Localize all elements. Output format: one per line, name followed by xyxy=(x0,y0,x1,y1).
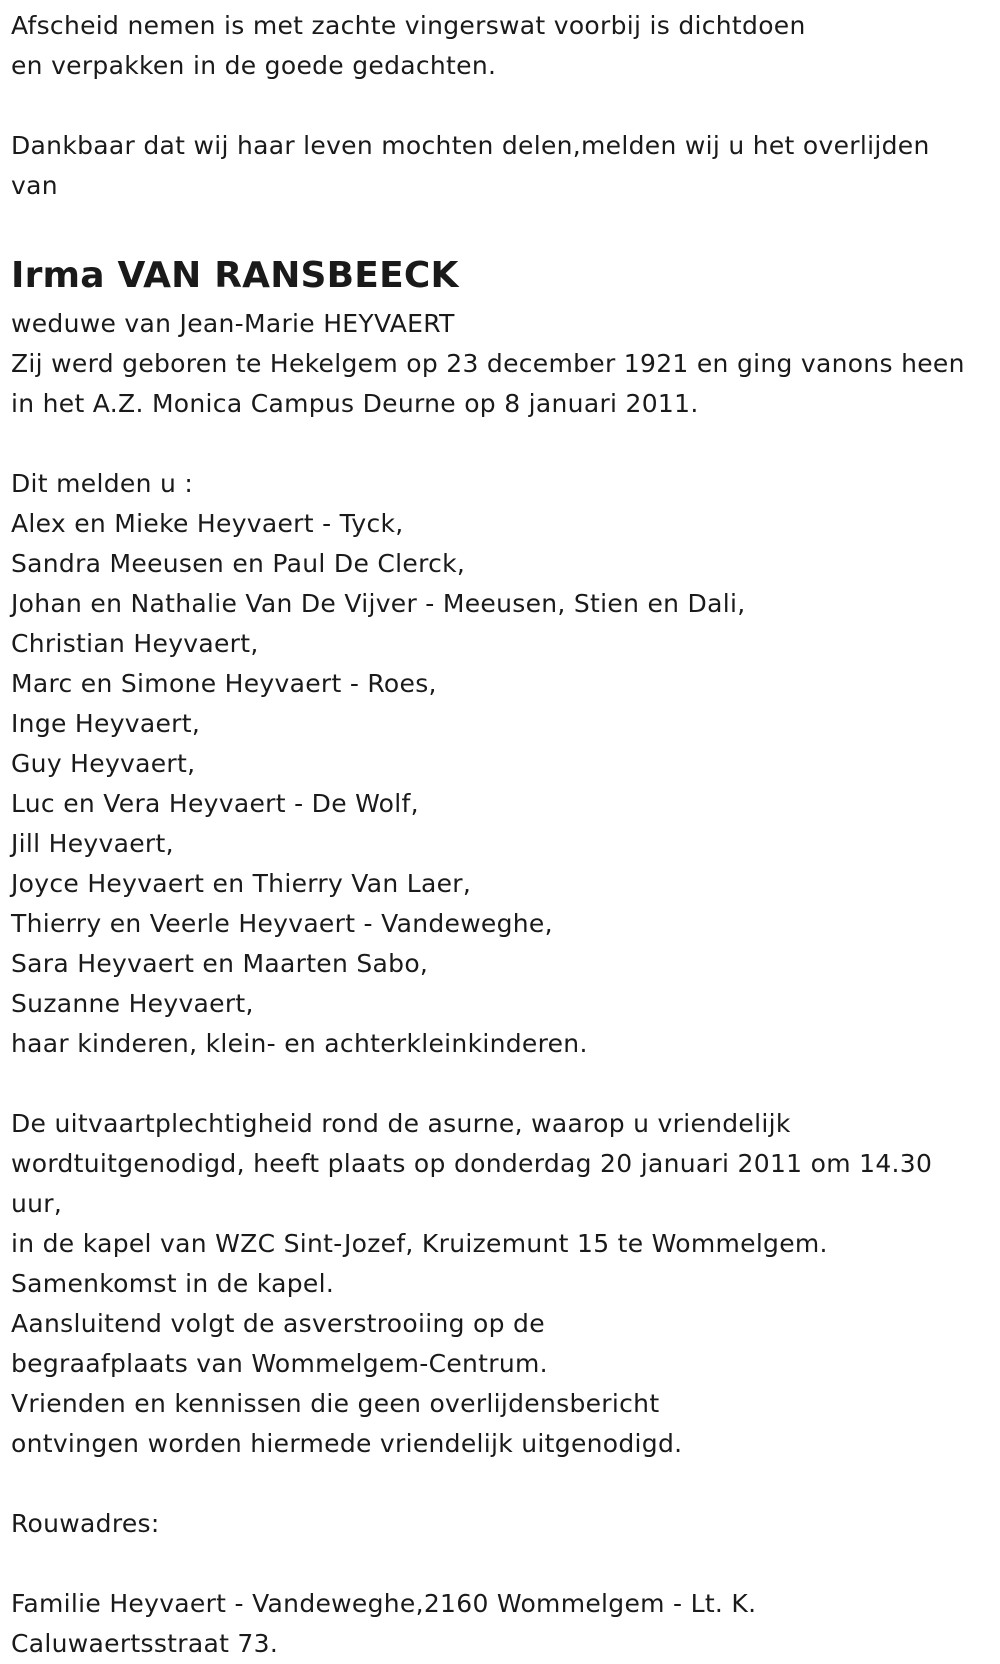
ceremony-section xyxy=(11,1104,996,1464)
deceased-details xyxy=(11,304,996,424)
detail-line: weduwe van Jean-Marie HEYVAERT xyxy=(11,309,455,338)
ceremony-line: wordtuitgenodigd, heeft plaats op donderdag 20 januari 2011 om 14.30 xyxy=(11,1149,933,1178)
family-member: Alex en Mieke Heyvaert - Tyck, xyxy=(11,509,404,538)
ceremony-line: begraafplaats van Wommelgem-Centrum. xyxy=(11,1349,548,1378)
family-member: Thierry en Veerle Heyvaert - Vandeweghe, xyxy=(11,909,553,938)
family-member: Johan en Nathalie Van De Vijver - Meeusen, Stien en Dali, xyxy=(11,589,746,618)
ceremony-line: ontvingen worden hiermede vriendelijk uitgenodigd. xyxy=(11,1429,683,1458)
family-member: Christian Heyvaert, xyxy=(11,629,259,658)
family-member: Joyce Heyvaert en Thierry Van Laer, xyxy=(11,869,472,898)
ceremony-line: De uitvaartplechtigheid rond de asurne, waarop u vriendelijk xyxy=(11,1109,791,1138)
spacer xyxy=(11,1464,996,1504)
address-line: Caluwaertsstraat 73. xyxy=(11,1629,279,1658)
family-member: Sandra Meeusen en Paul De Clerck, xyxy=(11,549,466,578)
deceased-name: Irma VAN RANSBEECK xyxy=(11,255,459,296)
announcement xyxy=(11,126,996,206)
obituary-document xyxy=(11,6,996,1664)
family-member: Marc en Simone Heyvaert - Roes, xyxy=(11,669,437,698)
ceremony-line: Vrienden en kennissen die geen overlijdensbericht xyxy=(11,1389,660,1418)
spacer xyxy=(11,1544,996,1584)
spacer xyxy=(11,1064,996,1104)
family-member: Guy Heyvaert, xyxy=(11,749,196,778)
family-member: Inge Heyvaert, xyxy=(11,709,201,738)
family-member: Suzanne Heyvaert, xyxy=(11,989,254,1018)
family-heading: Dit melden u : xyxy=(11,469,194,498)
address-section xyxy=(11,1584,996,1664)
address-line: Familie Heyvaert - Vandeweghe,2160 Wommelgem - Lt. K. xyxy=(11,1589,757,1618)
announcement-line: Dankbaar dat wij haar leven mochten delen,melden wij u het overlijden xyxy=(11,131,930,160)
poem-line: en verpakken in de goede gedachten. xyxy=(11,51,497,80)
family-member: Luc en Vera Heyvaert - De Wolf, xyxy=(11,789,419,818)
family-section xyxy=(11,464,996,1064)
family-member: Sara Heyvaert en Maarten Sabo, xyxy=(11,949,429,978)
ceremony-line: uur, xyxy=(11,1189,63,1218)
poem-line: Afscheid nemen is met zachte vingerswat voorbij is dichtdoen xyxy=(11,11,806,40)
family-member: Jill Heyvaert, xyxy=(11,829,174,858)
intro-poem xyxy=(11,6,996,86)
address-label: Rouwadres: xyxy=(11,1509,160,1538)
ceremony-line: in de kapel van WZC Sint-Jozef, Kruizemunt 15 te Wommelgem. xyxy=(11,1229,828,1258)
detail-line: in het A.Z. Monica Campus Deurne op 8 januari 2011. xyxy=(11,389,699,418)
announcement-line: van xyxy=(11,171,58,200)
spacer xyxy=(11,206,996,246)
ceremony-line: Aansluitend volgt de asverstrooiing op de xyxy=(11,1309,545,1338)
spacer xyxy=(11,424,996,464)
family-member: haar kinderen, klein- en achterkleinkinderen. xyxy=(11,1029,588,1058)
spacer xyxy=(11,86,996,126)
ceremony-line: Samenkomst in de kapel. xyxy=(11,1269,335,1298)
detail-line: Zij werd geboren te Hekelgem op 23 december 1921 en ging vanons heen xyxy=(11,349,965,378)
